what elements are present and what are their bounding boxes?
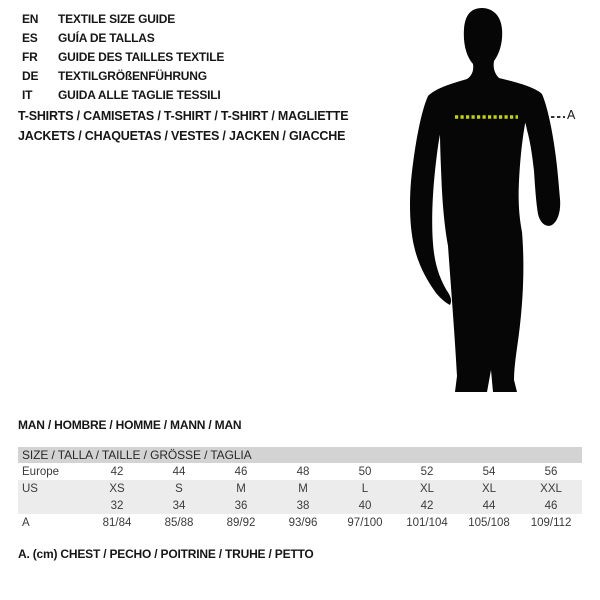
- cell: 81/84: [102, 516, 132, 529]
- cell: 38: [272, 497, 334, 514]
- cell: 97/100: [347, 516, 383, 529]
- cell: XXL: [520, 480, 582, 497]
- lang-row-fr: [22, 48, 224, 67]
- cell: XL: [396, 480, 458, 497]
- row-label: US: [18, 480, 86, 497]
- section-title-man: MAN / HOMBRE / HOMME / MANN / MAN: [18, 418, 242, 432]
- cell: 46: [234, 465, 248, 478]
- cell: S: [148, 480, 210, 497]
- lang-label: TEXTILGRÖßENFÜHRUNG: [58, 69, 207, 83]
- cell: 44: [172, 465, 186, 478]
- footnote-chest-measure: A. (cm) CHEST / PECHO / POITRINE / TRUHE / PETTO: [18, 547, 314, 561]
- category-line-jackets: JACKETS / CHAQUETAS / VESTES / JACKEN / GIACCHE: [18, 129, 346, 143]
- lang-code: DE: [22, 69, 39, 83]
- man-silhouette-icon: [405, 6, 600, 398]
- cell: 89/92: [226, 516, 256, 529]
- cell: XS: [86, 480, 148, 497]
- cell: 36: [210, 497, 272, 514]
- lang-label: TEXTILE SIZE GUIDE: [58, 12, 176, 26]
- lang-row-de: [22, 67, 224, 86]
- lang-label: GUIDE DES TAILLES TEXTILE: [58, 50, 225, 64]
- man-silhouette-figure: [405, 6, 600, 398]
- cell: 85/88: [164, 516, 194, 529]
- row-label: Europe: [22, 465, 60, 478]
- cell: 42: [396, 497, 458, 514]
- cell: M: [272, 480, 334, 497]
- lang-row-it: [22, 86, 224, 105]
- table-row-europe: [18, 463, 582, 480]
- cell: M: [210, 480, 272, 497]
- cell: 42: [110, 465, 124, 478]
- lang-code: EN: [22, 12, 39, 26]
- cell: 54: [482, 465, 496, 478]
- table-row-numeric: [18, 497, 582, 514]
- lang-row-es: [22, 29, 224, 48]
- cell: 48: [296, 465, 310, 478]
- cell: 109/112: [530, 516, 572, 529]
- cell: 105/108: [468, 516, 510, 529]
- lang-code: FR: [22, 50, 38, 64]
- size-table: [18, 447, 582, 531]
- cell: L: [334, 480, 396, 497]
- row-label: [18, 497, 86, 514]
- lang-row-en: [22, 10, 224, 29]
- lang-code: ES: [22, 31, 38, 45]
- size-table-header-row: [18, 447, 582, 463]
- row-label: A: [22, 516, 30, 529]
- lang-label: GUÍA DE TALLAS: [58, 31, 155, 45]
- size-table-header: SIZE / TALLA / TAILLE / GRÖSSE / TAGLIA: [18, 447, 582, 463]
- table-row-us: [18, 480, 582, 497]
- cell: 32: [86, 497, 148, 514]
- cell: 56: [544, 465, 558, 478]
- lang-label: GUIDA ALLE TAGLIE TESSILI: [58, 88, 221, 102]
- cell: 50: [358, 465, 372, 478]
- measure-label-a: A: [567, 108, 576, 122]
- language-list: [22, 10, 224, 105]
- cell: 46: [520, 497, 582, 514]
- cell: 93/96: [288, 516, 318, 529]
- table-row-chest-a: [18, 514, 582, 531]
- category-line-tshirts: T-SHIRTS / CAMISETAS / T-SHIRT / T-SHIRT / MAGLIETTE: [18, 109, 349, 123]
- category-lines: [18, 106, 348, 146]
- cell: 101/104: [406, 516, 448, 529]
- cell: XL: [458, 480, 520, 497]
- lang-code: IT: [22, 88, 33, 102]
- cell: 44: [458, 497, 520, 514]
- cell: 40: [334, 497, 396, 514]
- cell: 34: [148, 497, 210, 514]
- cell: 52: [420, 465, 434, 478]
